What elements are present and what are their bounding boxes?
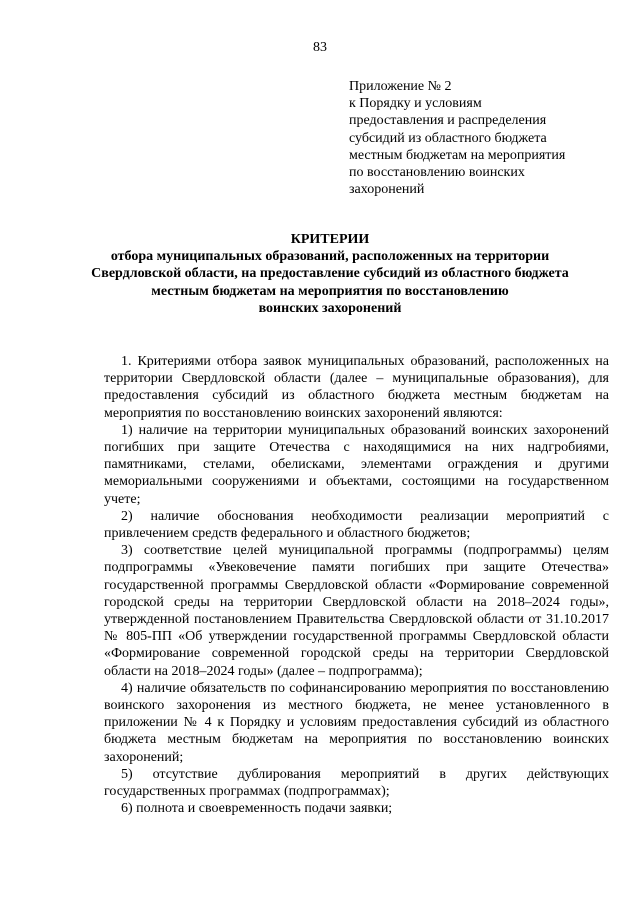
title-line: Свердловской области, на предоставление субсидий из областного бюджета — [91, 266, 569, 282]
appendix-line: субсидий из областного бюджета — [349, 130, 547, 146]
criterion-item: 3) соответствие целей муниципальной программы (подпрограммы) целям подпрограммы «Увековечение памяти погибших при защите Отечества» государственной программы Свердловской области «Формирование современной городской среды на территории Свердловской области на 2018–2024 годы», утвержденной постановлением Правительства Свердловской области от 31.10.2017 № 805-ПП «Об утверждении государственной программы Свердловской области «Формирование современной городской среды на территории Свердловской области на 2018–2024 годы» (далее – подпрограмма); — [104, 543, 609, 679]
criteria-intro-paragraph: 1. Критериями отбора заявок муниципальных образований, расположенных на территории Свердловской области (далее – муниципальные образования), для предоставления субсидий из областного бюджета местным бюджетам на мероприятия по восстановлению воинских захоронений являются: — [104, 354, 609, 421]
criterion-item: 1) наличие на территории муниципальных образований воинских захоронений погибших при защите Отечества с находящимися на них надгробиями, памятниками, стелами, обелисками, элементами ограждения и другими мемориальными сооружениями и объектами, состоящими на государственном учете; — [104, 422, 609, 507]
appendix-line: по восстановлению воинских — [349, 165, 525, 181]
criteria-body — [104, 353, 609, 817]
title-line: воинских захоронений — [258, 300, 402, 316]
title-heading: КРИТЕРИИ — [290, 232, 370, 247]
appendix-line: к Порядку и условиям — [349, 96, 482, 112]
criterion-item: 4) наличие обязательств по софинансированию мероприятия по восстановлению воинского захоронения из местного бюджета, не менее установленного в приложении № 4 к Порядку и условиям предоставления субсидий из областного бюджета местным бюджетам на мероприятия по восстановлению воинских захоронений; — [104, 680, 609, 765]
title-line: отбора муниципальных образований, расположенных на территории — [110, 249, 550, 265]
appendix-line: Приложение № 2 — [349, 79, 452, 94]
appendix-line: захоронений — [349, 182, 425, 198]
page-number: 83 — [313, 40, 327, 55]
document-title — [60, 231, 600, 317]
criterion-item: 2) наличие обоснования необходимости реализации мероприятий с привлечением средств федерального и областного бюджетов; — [104, 508, 609, 542]
appendix-line: местным бюджетам на мероприятия — [349, 147, 566, 163]
criterion-item: 6) полнота и своевременность подачи заявки; — [121, 801, 393, 817]
appendix-line: предоставления и распределения — [349, 113, 547, 129]
criterion-item: 5) отсутствие дублирования мероприятий в других действующих государственных программах (подпрограммах); — [104, 766, 609, 800]
appendix-reference — [349, 78, 629, 198]
title-line: местным бюджетам на мероприятия по восстановлению — [151, 283, 509, 299]
